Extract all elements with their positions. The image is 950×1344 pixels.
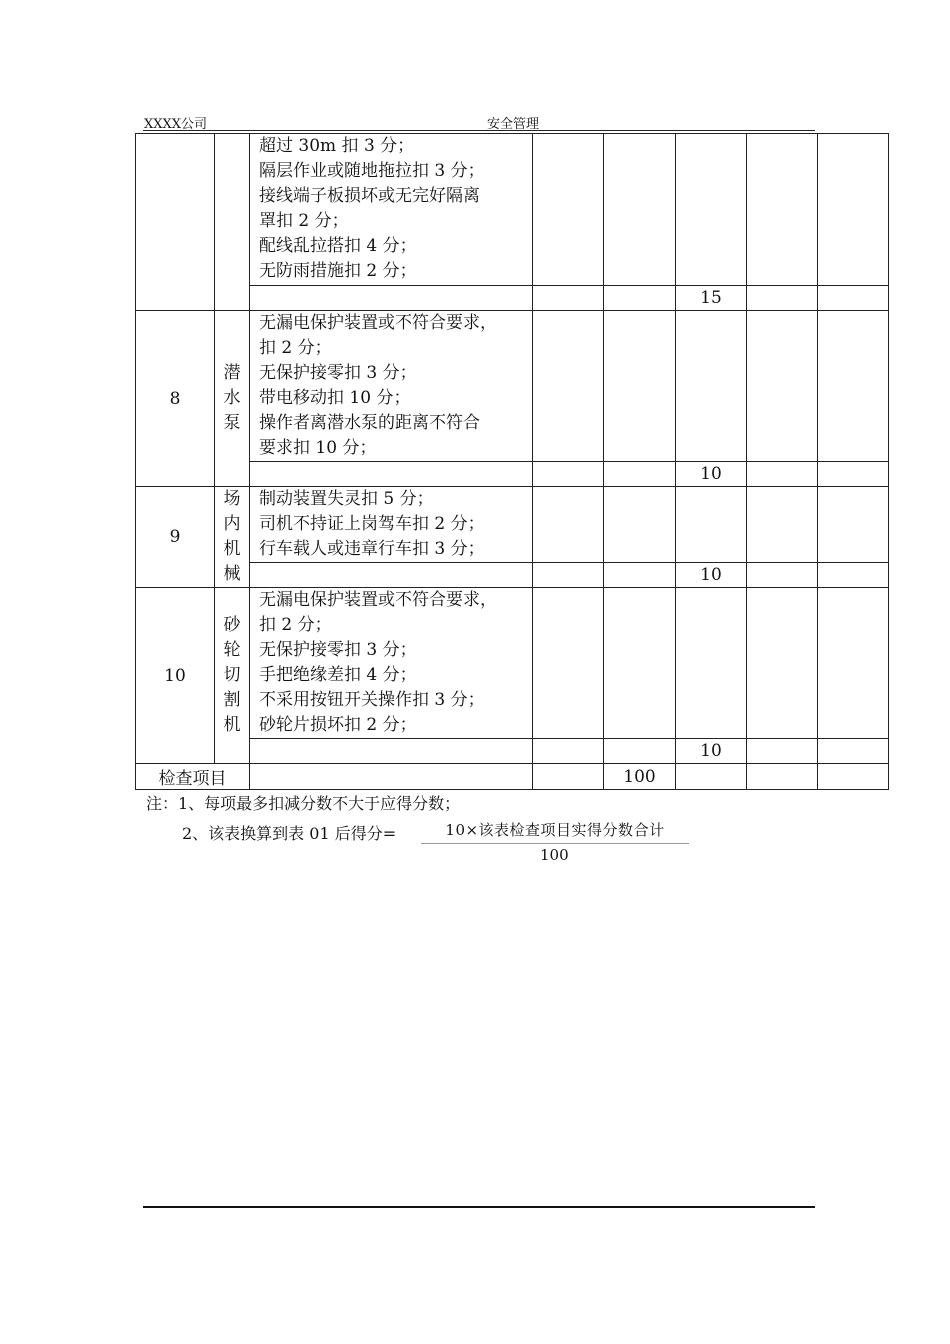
deduction-line: 扣 2 分；	[259, 615, 332, 635]
item-name-cell	[215, 134, 250, 311]
score-formula	[421, 819, 689, 864]
deduction-line: 无漏电保护装置或不符合要求，	[259, 590, 497, 610]
item-number-cell	[136, 134, 215, 311]
score-value: 10	[676, 739, 747, 764]
item-number: 9	[136, 487, 215, 588]
note-2: 2、该表换算到表 01 后得分=	[182, 824, 397, 843]
item-number: 10	[136, 588, 215, 764]
item-name: 砂 轮 切 割 机	[215, 588, 250, 764]
company-name: XXXX公司	[144, 117, 208, 132]
page-header	[143, 112, 815, 131]
deduction-line: 操作者离潜水泵的距离不符合	[259, 413, 480, 433]
deduction-line: 制动装置失灵扣 5 分；	[259, 489, 434, 509]
item-name: 场 内 机 械	[215, 487, 250, 588]
deduction-line: 配线乱拉搭扣 4 分；	[259, 236, 417, 256]
total-label: 检查项目	[136, 764, 250, 790]
total-row	[136, 764, 889, 790]
deduction-line: 要求扣 10 分；	[259, 438, 377, 458]
deduction-standards	[250, 588, 533, 739]
deduction-line: 砂轮片损坏扣 2 分；	[259, 715, 417, 735]
formula-numerator: 10×该表检查项目实得分数合计	[421, 819, 689, 844]
score-value: 10	[676, 462, 747, 487]
deduction-line: 不采用按钮开关操作扣 3 分；	[259, 690, 485, 710]
deduction-line: 扣 2 分；	[259, 338, 332, 358]
deduction-line: 无保护接零扣 3 分；	[259, 640, 417, 660]
deduction-standards	[250, 311, 533, 462]
deduction-line: 手把绝缘差扣 4 分；	[259, 665, 417, 685]
inspection-table	[135, 133, 889, 790]
table-row	[136, 588, 889, 739]
deduction-line: 无漏电保护装置或不符合要求，	[259, 313, 497, 333]
formula-denominator: 100	[540, 846, 569, 864]
deduction-line: 无保护接零扣 3 分；	[259, 363, 417, 383]
deduction-line: 隔层作业或随地拖拉扣 3 分；	[259, 161, 485, 181]
deduction-line: 超过 30m 扣 3 分；	[259, 136, 415, 156]
header-title: 安全管理	[487, 117, 540, 132]
deduction-line: 司机不持证上岗驾车扣 2 分；	[259, 514, 485, 534]
score-value: 10	[676, 563, 747, 588]
deduction-line: 行车载人或违章行车扣 3 分；	[259, 539, 485, 559]
table-row	[136, 487, 889, 563]
deduction-line: 罩扣 2 分；	[259, 211, 349, 231]
deduction-standards	[250, 487, 533, 563]
item-number: 8	[136, 311, 215, 487]
total-score: 100	[604, 764, 676, 790]
footer-divider	[143, 1206, 815, 1208]
deduction-line: 带电移动扣 10 分；	[259, 388, 411, 408]
table-row	[136, 134, 889, 286]
deduction-line: 无防雨措施扣 2 分；	[259, 261, 417, 281]
table-row	[136, 311, 889, 462]
note-1: 注：1、每项最多扣减分数不大于应得分数；	[146, 794, 461, 813]
deduction-standards	[250, 134, 533, 286]
item-name: 潜 水 泵	[215, 311, 250, 487]
deduction-line: 接线端子板损坏或无完好隔离	[259, 186, 480, 206]
score-value: 15	[676, 286, 747, 311]
